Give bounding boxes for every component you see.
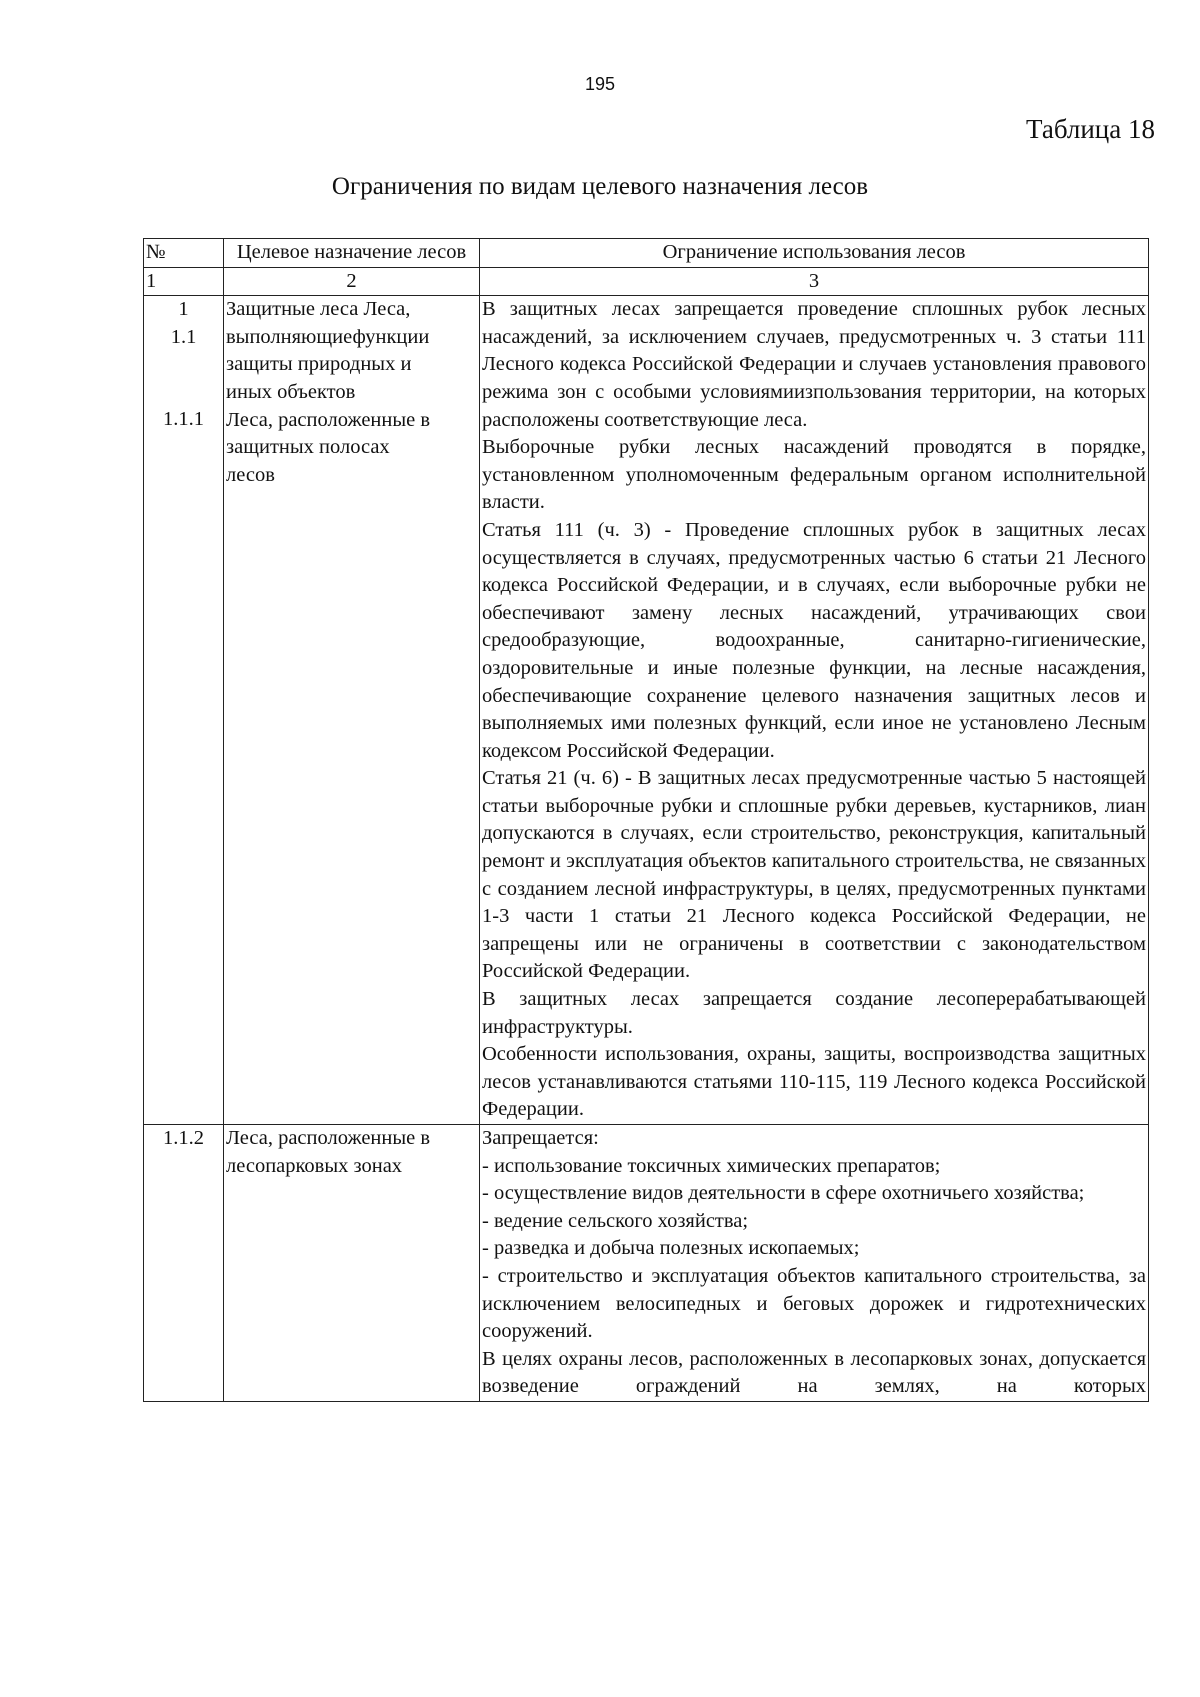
header-restriction: Ограничение использования лесов	[480, 239, 1149, 268]
column-number: 1	[144, 267, 224, 296]
row-number: 1.1.1	[163, 408, 204, 431]
restriction-cell	[480, 1125, 1149, 1402]
restriction-paragraph: - осуществление видов деятельности в сфере охотничьего хозяйства;	[482, 1182, 1085, 1205]
purpose-line: Защитные леса Леса,	[226, 298, 411, 321]
column-number: 2	[224, 267, 480, 296]
row-number: 1	[178, 298, 189, 321]
purpose-line: Леса, расположенные в	[226, 408, 431, 431]
purpose-line: иных объектов	[226, 380, 356, 403]
purpose-line: лесопарковых зонах	[226, 1154, 403, 1177]
restriction-paragraph: Выборочные рубки лесных насаждений проводятся в порядке, установленном уполномоченным федеральным органом исполнительной власти.	[482, 436, 1146, 514]
purpose-line: лесов	[226, 463, 275, 486]
table-row	[144, 1125, 1149, 1402]
table-header-row	[144, 239, 1149, 268]
restriction-paragraph: - строительство и эксплуатация объектов капитального строительства, за исключением велосипедных и беговых дорожек и гидротехнических сооружений.	[482, 1264, 1146, 1343]
purpose-line: защитных полосах	[226, 436, 390, 459]
restriction-paragraph: В защитных лесах запрещается создание лесоперерабатывающей инфраструктуры.	[482, 988, 1146, 1038]
restrictions-table	[143, 238, 1149, 1402]
restriction-paragraph: Статья 111 (ч. 3) - Проведение сплошных рубок в защитных лесах осуществляется в случаях, предусмотренных частью 6 статьи 21 Лесного кодекса Российской Федерации, и в случаях, если выборочные рубки не обеспечивают замену лесных насаждений, утрачивающих свои средообразующие, водоохранные, санитарно-гигиенические, оздоровительные и иные полезные функции, на лесные насаждения, обеспечивающие сохранение целевого назначения защитных лесов и выполняемых ими полезных функций, если иное не установлено Лесным кодексом Российской Федерации.	[482, 518, 1146, 762]
table-row	[144, 296, 1149, 1125]
page-number: 195	[584, 74, 616, 94]
row-numbers	[144, 296, 224, 1125]
column-numbering-row	[144, 267, 1149, 296]
purpose-cell	[224, 1125, 480, 1402]
purpose-cell	[224, 296, 480, 1125]
purpose-line: защиты природных и	[226, 353, 412, 376]
header-number: №	[144, 239, 224, 268]
column-number: 3	[480, 267, 1149, 296]
restriction-cell	[480, 296, 1149, 1125]
restriction-paragraph: - разведка и добыча полезных ископаемых;	[482, 1237, 860, 1260]
restriction-paragraph: Запрещается:	[482, 1127, 599, 1149]
purpose-line: выполняющиефункции	[226, 325, 430, 348]
restriction-paragraph: В целях охраны лесов, расположенных в лесопарковых зонах, допускается возведение ограждений на землях, на которых	[482, 1347, 1146, 1398]
header-purpose: Целевое назначение лесов	[224, 239, 480, 268]
restriction-paragraph: В защитных лесах запрещается проведение сплошных рубок лесных насаждений, за исключением случаев, предусмотренных ч. 3 статьи 111 Лесного кодекса Российской Федерации и случаев установления правового режима зон с особыми условиямиизпользования территории, на которых расположены соответствующие леса.	[482, 298, 1146, 431]
restriction-paragraph: Статья 21 (ч. 6) - В защитных лесах предусмотренные частью 5 настоящей статьи выборочные рубки и сплошные рубки деревьев, кустарников, лиан допускаются в случаях, если строительство, реконструкция, капитальный ремонт и эксплуатация объектов капитального строительства, не связанных с созданием лесной инфраструктуры, в целях, предусмотренных пунктами 1-3 части 1 статьи 21 Лесного кодекса Российской Федерации, не запрещены или не ограничены в соответствии с законодательством Российской Федерации.	[482, 767, 1146, 983]
restriction-paragraph: Особенности использования, охраны, защиты, воспроизводства защитных лесов устанавливаются статьями 110-115, 119 Лесного кодекса Российской Федерации.	[482, 1043, 1146, 1121]
row-number: 1.1	[170, 325, 197, 348]
restriction-paragraph: - ведение сельского хозяйства;	[482, 1209, 749, 1232]
page-title: Ограничения по видам целевого назначения лесов	[331, 173, 869, 200]
table-label: Таблица 18	[1026, 114, 1155, 144]
purpose-line: Леса, расположенные в	[226, 1127, 431, 1149]
restriction-paragraph: - использование токсичных химических препаратов;	[482, 1154, 941, 1177]
row-number: 1.1.2	[144, 1125, 224, 1402]
